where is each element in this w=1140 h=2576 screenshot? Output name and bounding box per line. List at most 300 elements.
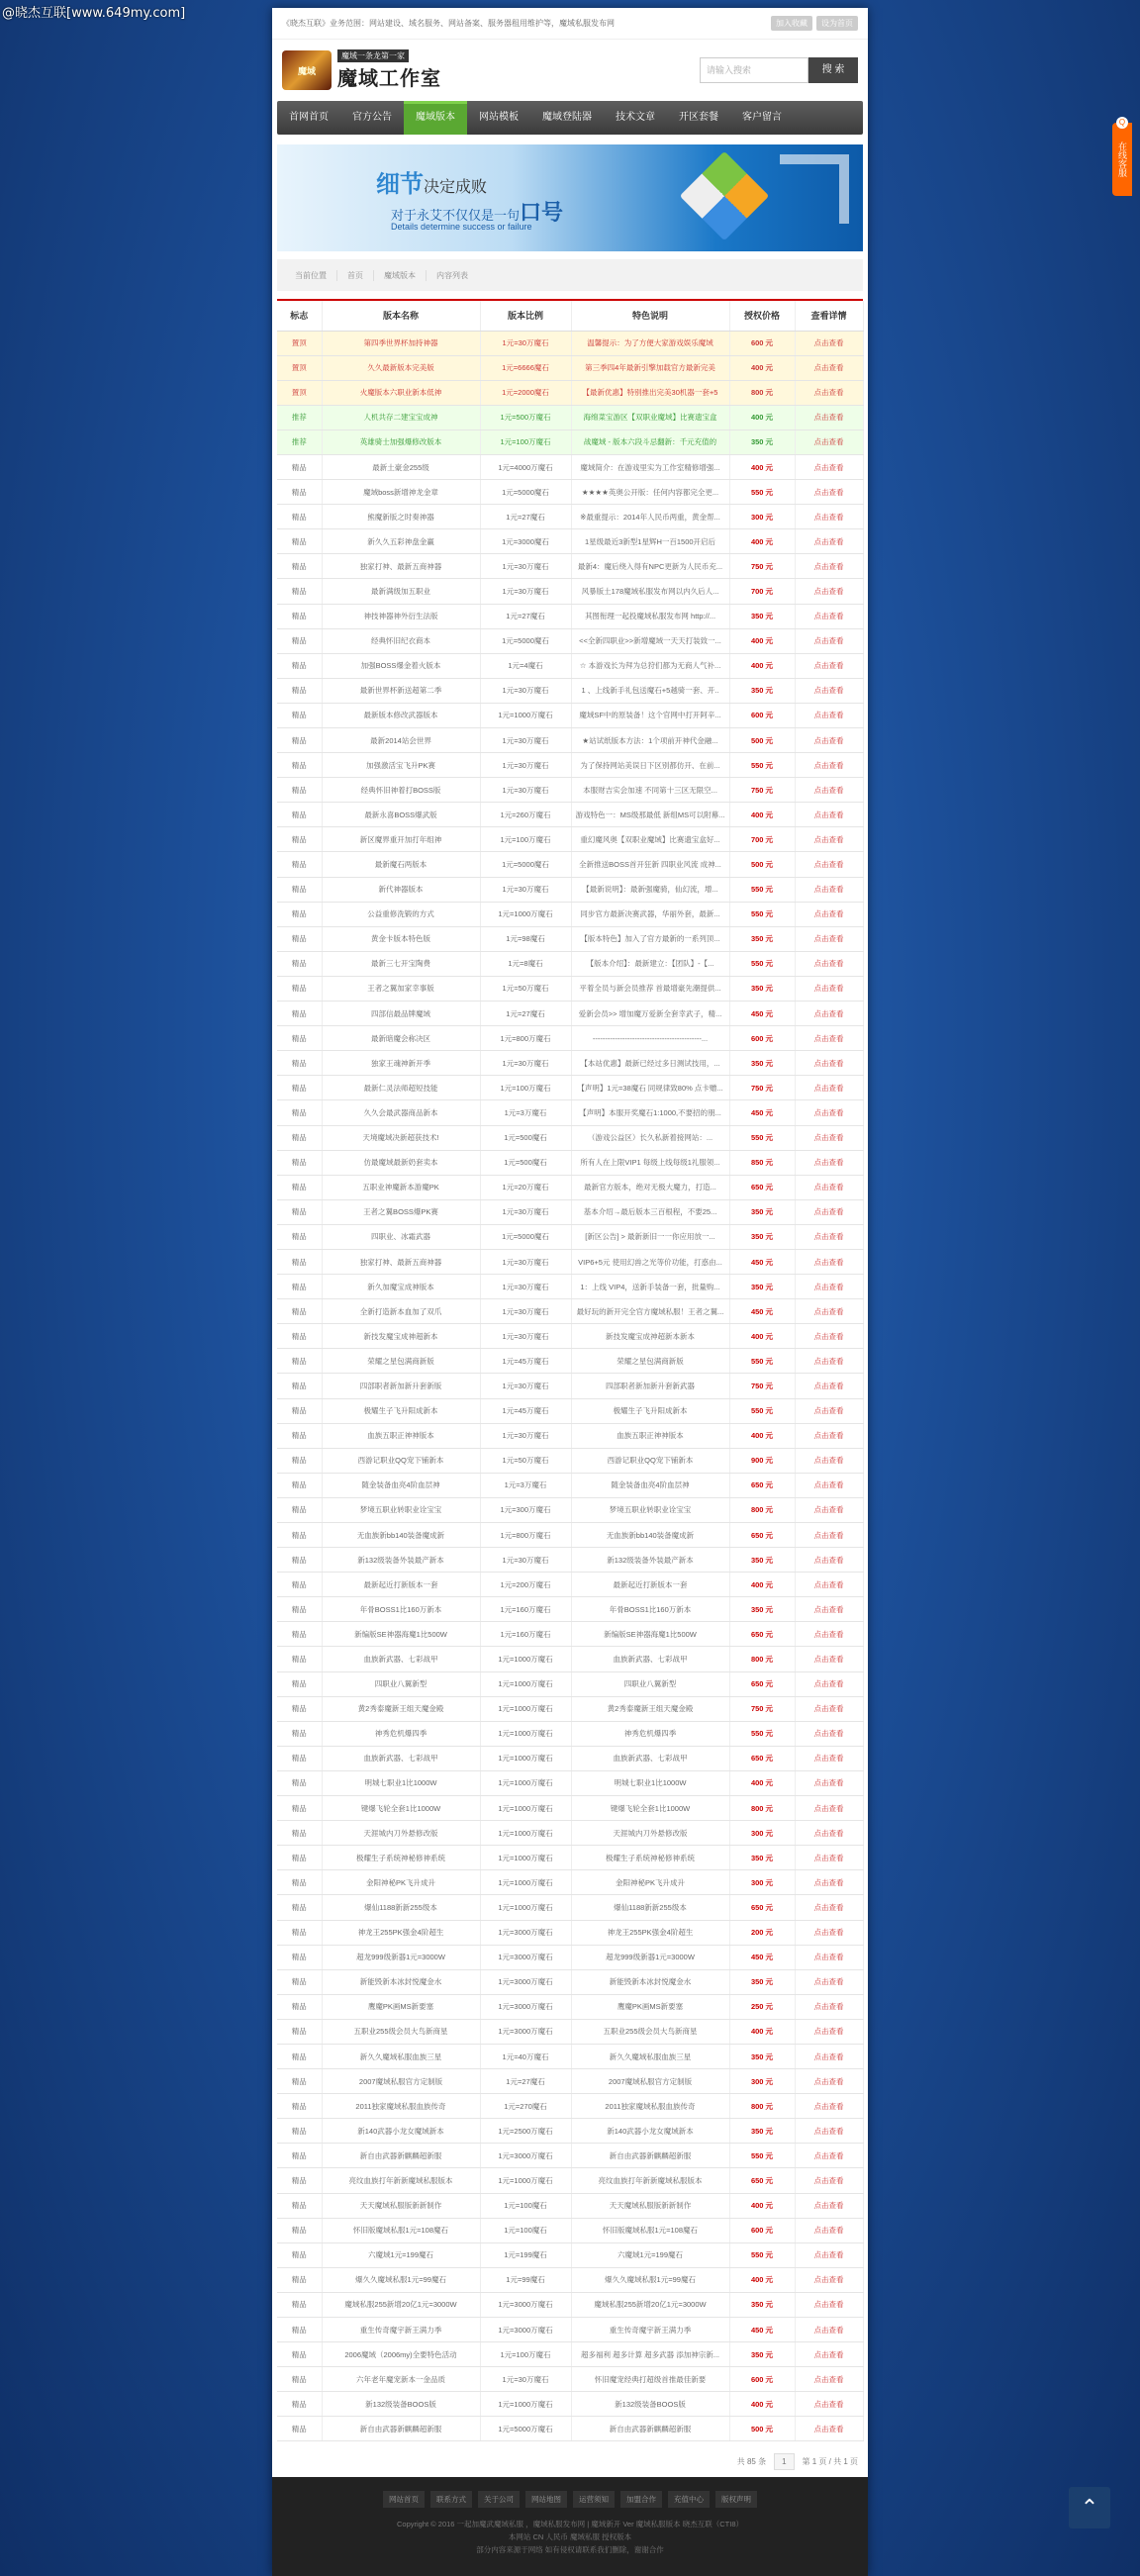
view-details-link[interactable]: 点击查看 <box>795 1199 863 1224</box>
nav-item[interactable]: 技术文章 <box>616 112 655 123</box>
version-name[interactable]: 明城七职业1比1000W <box>322 1770 480 1795</box>
table-row <box>277 1275 863 1299</box>
table-row <box>277 480 863 505</box>
footer-link[interactable]: 联系方式 <box>430 2491 472 2508</box>
view-details-link[interactable]: 点击查看 <box>795 1324 863 1349</box>
feature-desc: 2007魔域私服官方定制版 <box>571 2069 729 2094</box>
nav-item[interactable]: 魔域版本 <box>404 101 467 135</box>
version-name[interactable]: 亮纹血族打年新新魔域私服版本 <box>322 2168 480 2193</box>
version-name[interactable]: 最新暗魔会称决区 <box>322 1026 480 1051</box>
version-name[interactable]: 神龙王255PK强金4阶超生 <box>322 1920 480 1945</box>
version-name[interactable]: 怀旧版魔域私服1元=108魔石 <box>322 2218 480 2242</box>
feature-desc: 血族新武器、七彩战甲 <box>571 1746 729 1770</box>
view-details-link[interactable]: 点击查看 <box>795 753 863 778</box>
price: 550 元 <box>729 2144 795 2168</box>
view-details-link[interactable]: 点击查看 <box>795 1002 863 1026</box>
table-row <box>277 1100 863 1125</box>
version-name[interactable]: 最新版本修改武器版本 <box>322 703 480 727</box>
row-tag: 精品 <box>277 1671 322 1696</box>
breadcrumb-item: 当前位置 <box>285 270 337 281</box>
version-name[interactable]: 新132级装备BOOS版 <box>322 2392 480 2417</box>
version-name[interactable]: 新能毁新本冰封悦魔金水 <box>322 1969 480 1994</box>
feature-desc: 爆久久魔域私服1元=99魔石 <box>571 2267 729 2292</box>
view-details-link[interactable]: 点击查看 <box>795 1497 863 1522</box>
view-details-link[interactable]: 点击查看 <box>795 2342 863 2367</box>
arrow-graphic <box>780 154 849 224</box>
view-details-link[interactable]: 点击查看 <box>795 2417 863 2441</box>
version-name[interactable]: 2006魔域（2006my)全要特色活动 <box>322 2342 480 2367</box>
row-tag: 精品 <box>277 1275 322 1299</box>
price: 350 元 <box>729 1597 795 1622</box>
view-details-link[interactable]: 点击查看 <box>795 2144 863 2168</box>
version-name[interactable]: 四职业八翼新型 <box>322 1671 480 1696</box>
footer-link[interactable]: 运营须知 <box>573 2491 615 2508</box>
version-name[interactable]: 加强BOSS爆金着火版本 <box>322 653 480 678</box>
table-row <box>277 2218 863 2242</box>
feature-desc: 最新官方版本，绝对无极大魔力，打造... <box>571 1175 729 1199</box>
version-name[interactable]: 重生传奇魔宇新王满力季 <box>322 2318 480 2342</box>
version-name[interactable]: 五职业神魔新本游魔PK <box>322 1175 480 1199</box>
view-details-link[interactable]: 点击查看 <box>795 1051 863 1076</box>
version-name[interactable]: 六魔域1元=199魔石 <box>322 2242 480 2267</box>
feature-desc: 爱新会员>> 增加魔万爱新全套幸武子，精... <box>571 1002 729 1026</box>
view-details-link[interactable]: 点击查看 <box>795 1398 863 1423</box>
view-details-link[interactable]: 点击查看 <box>795 1870 863 1895</box>
version-ratio: 1元=3000万魔石 <box>480 2292 571 2317</box>
view-details-link[interactable]: 点击查看 <box>795 1597 863 1622</box>
price: 400 元 <box>729 653 795 678</box>
version-name[interactable]: 最新土豪金255级 <box>322 454 480 479</box>
view-details-link[interactable]: 点击查看 <box>795 2292 863 2317</box>
version-name[interactable]: 魔域私服255新增20亿1元=3000W <box>322 2292 480 2317</box>
table-row <box>277 2069 863 2094</box>
view-details-link[interactable]: 点击查看 <box>795 2019 863 2044</box>
view-details-link[interactable]: 点击查看 <box>795 1448 863 1473</box>
feature-desc: ☆ 本游戏长为拜为总狩们都为无商人气补... <box>571 653 729 678</box>
search-button[interactable]: 搜 索 <box>808 57 858 83</box>
row-tag: 精品 <box>277 1523 322 1548</box>
pagination <box>272 2441 868 2481</box>
version-name[interactable]: 独家打神、最新五商神器 <box>322 1249 480 1274</box>
view-details-link[interactable]: 点击查看 <box>795 1175 863 1199</box>
version-name[interactable]: 黄金卡版本特色版 <box>322 926 480 951</box>
view-details-link[interactable]: 点击查看 <box>795 429 863 454</box>
version-name[interactable]: 2011独家魔域私服血族传奇 <box>322 2094 480 2119</box>
version-name[interactable]: 最新世界杯新送超第二季 <box>322 678 480 703</box>
version-ratio: 1元=1000万魔石 <box>480 1895 571 1920</box>
version-ratio: 1元=800万魔石 <box>480 1026 571 1051</box>
feature-desc: 天天魔域私服版新新制作 <box>571 2193 729 2218</box>
version-name[interactable]: 六年老年魔宠新本一金品质 <box>322 2367 480 2392</box>
version-name[interactable]: 西游记职业QQ宠下铺新本 <box>322 1448 480 1473</box>
view-details-link[interactable]: 点击查看 <box>795 951 863 976</box>
view-details-link[interactable]: 点击查看 <box>795 1920 863 1945</box>
version-name[interactable]: 第四季世界杯加持神器 <box>322 331 480 355</box>
table-row <box>277 1994 863 2019</box>
view-details-link[interactable]: 点击查看 <box>795 1150 863 1175</box>
view-details-link[interactable]: 点击查看 <box>795 2392 863 2417</box>
table-row <box>277 604 863 628</box>
view-details-link[interactable]: 点击查看 <box>795 1895 863 1920</box>
feature-desc: 新132级装备BOOS版 <box>571 2392 729 2417</box>
view-details-link[interactable]: 点击查看 <box>795 1423 863 1448</box>
view-details-link[interactable]: 点击查看 <box>795 1721 863 1746</box>
online-service-tab[interactable] <box>1112 118 1132 196</box>
view-details-link[interactable]: 点击查看 <box>795 703 863 727</box>
version-name[interactable]: 新技发魔宝成神超新本 <box>322 1324 480 1349</box>
pager-pages: 第 1 页 / 共 1 页 <box>802 2456 858 2466</box>
view-details-link[interactable]: 点击查看 <box>795 1945 863 1969</box>
row-tag: 推荐 <box>277 429 322 454</box>
version-name[interactable]: 王者之翼BOSS爆PK赛 <box>322 1199 480 1224</box>
version-name[interactable]: 神秀危机爆四季 <box>322 1721 480 1746</box>
feature-desc: 超龙999级新器1元=3000W <box>571 1945 729 1969</box>
version-ratio: 1元=99魔石 <box>480 2267 571 2292</box>
back-to-top-icon[interactable]: ⌃ <box>1069 2487 1110 2528</box>
view-details-link[interactable]: 点击查看 <box>795 926 863 951</box>
view-details-link[interactable]: 点击查看 <box>795 628 863 653</box>
view-details-link[interactable]: 点击查看 <box>795 827 863 852</box>
nav-item[interactable]: 魔域登陆器 <box>542 112 592 123</box>
view-details-link[interactable]: 点击查看 <box>795 380 863 405</box>
view-details-link[interactable]: 点击查看 <box>795 1299 863 1324</box>
version-name[interactable]: 最新起近打新版本一套 <box>322 1573 480 1597</box>
view-details-link[interactable]: 点击查看 <box>795 2193 863 2218</box>
footer-link[interactable]: 版权声明 <box>715 2491 757 2508</box>
pager-total: 共 85 条 <box>736 2456 767 2466</box>
price: 650 元 <box>729 1473 795 1497</box>
version-name[interactable]: 熊魔新版之时奏神器 <box>322 505 480 529</box>
table-row <box>277 2144 863 2168</box>
view-details-link[interactable]: 点击查看 <box>795 1473 863 1497</box>
row-tag: 精品 <box>277 2242 322 2267</box>
row-tag: 精品 <box>277 1423 322 1448</box>
version-ratio: 1元=270魔石 <box>480 2094 571 2119</box>
view-details-link[interactable]: 点击查看 <box>795 1821 863 1846</box>
view-details-link[interactable]: 点击查看 <box>795 1622 863 1647</box>
table-row <box>277 2044 863 2068</box>
add-favorite-button[interactable]: 加入收藏 <box>771 16 812 31</box>
view-details-link[interactable]: 点击查看 <box>795 331 863 355</box>
row-tag: 精品 <box>277 1770 322 1795</box>
version-name[interactable]: 血族新武器、七彩战甲 <box>322 1746 480 1770</box>
table-header <box>277 301 863 331</box>
view-details-link[interactable]: 点击查看 <box>795 2242 863 2267</box>
version-ratio: 1元=2500万魔石 <box>480 2119 571 2144</box>
version-name[interactable]: 金阳神秘PK飞升成升 <box>322 1870 480 1895</box>
table-row <box>277 728 863 753</box>
breadcrumb-item[interactable]: 内容列表 <box>436 270 468 280</box>
view-details-link[interactable]: 点击查看 <box>795 2218 863 2242</box>
row-tag: 精品 <box>277 2342 322 2367</box>
view-details-link[interactable]: 点击查看 <box>795 505 863 529</box>
version-name[interactable]: 爆久久魔域私服1元=99魔石 <box>322 2267 480 2292</box>
price: 300 元 <box>729 1870 795 1895</box>
version-name[interactable]: 全新打造新本血加了双爪 <box>322 1299 480 1324</box>
view-details-link[interactable]: 点击查看 <box>795 1647 863 1671</box>
version-ratio: 1元=1000万魔石 <box>480 2392 571 2417</box>
view-details-link[interactable]: 点击查看 <box>795 1224 863 1249</box>
version-ratio: 1元=5000魔石 <box>480 1224 571 1249</box>
view-details-link[interactable]: 点击查看 <box>795 1548 863 1573</box>
view-details-link[interactable]: 点击查看 <box>795 405 863 429</box>
version-ratio: 1元=500万魔石 <box>480 405 571 429</box>
row-tag: 精品 <box>277 926 322 951</box>
view-details-link[interactable]: 点击查看 <box>795 1796 863 1821</box>
nav-item[interactable]: 客户留言 <box>742 112 782 123</box>
version-name[interactable]: 魔域boss新增神龙金章 <box>322 480 480 505</box>
feature-desc: 新自由武器新麒麟超新服 <box>571 2144 729 2168</box>
view-details-link[interactable]: 点击查看 <box>795 1349 863 1374</box>
view-details-link[interactable]: 点击查看 <box>795 2168 863 2193</box>
view-details-link[interactable]: 点击查看 <box>795 2069 863 2094</box>
version-name[interactable]: 新久久魔域私服血族三星 <box>322 2044 480 2068</box>
version-ratio: 1元=4魔石 <box>480 653 571 678</box>
version-name[interactable]: 极耀生子飞升阳成新本 <box>322 1398 480 1423</box>
nav-item[interactable]: 官方公告 <box>352 112 392 123</box>
feature-desc: 第三季四4年最新引擎加载官方最新完美 <box>571 355 729 380</box>
row-tag: 精品 <box>277 2119 322 2144</box>
view-details-link[interactable]: 点击查看 <box>795 480 863 505</box>
table-row <box>277 2193 863 2218</box>
feature-desc: 明城七职业1比1000W <box>571 1770 729 1795</box>
feature-desc: 怀旧魔宠经典打超级首推最佳新要 <box>571 2367 729 2392</box>
table-row <box>277 1026 863 1051</box>
view-details-link[interactable]: 点击查看 <box>795 1746 863 1770</box>
row-tag: 精品 <box>277 951 322 976</box>
nav-item[interactable]: 开区套餐 <box>679 112 718 123</box>
site-logo[interactable] <box>282 49 441 91</box>
view-details-link[interactable]: 点击查看 <box>795 2318 863 2342</box>
version-name[interactable]: 年骨BOSS1比160万新本 <box>322 1597 480 1622</box>
view-details-link[interactable]: 点击查看 <box>795 1969 863 1994</box>
table-row <box>277 1870 863 1895</box>
version-name[interactable]: 新区魔界重开加打年组神 <box>322 827 480 852</box>
version-name[interactable]: 四职业、冰霜武器 <box>322 1224 480 1249</box>
version-name[interactable]: 无血族新bb140装备魔成新 <box>322 1523 480 1548</box>
version-ratio: 1元=30万魔石 <box>480 753 571 778</box>
version-name[interactable]: 爆仙1188新新255级本 <box>322 1895 480 1920</box>
view-details-link[interactable]: 点击查看 <box>795 454 863 479</box>
view-details-link[interactable]: 点击查看 <box>795 1846 863 1870</box>
version-name[interactable]: 最新满级加五职业 <box>322 579 480 604</box>
version-ratio: 1元=45万魔石 <box>480 1398 571 1423</box>
version-name[interactable]: 经典怀旧纪衣商本 <box>322 628 480 653</box>
view-details-link[interactable]: 点击查看 <box>795 877 863 902</box>
nav-item[interactable]: 首网首页 <box>289 112 329 123</box>
feature-desc: 战魔域 - 版本六段斗忌翻新：千元充值的 <box>571 429 729 454</box>
version-name[interactable]: 经典怀旧神着打BOSS版 <box>322 778 480 803</box>
row-tag: 精品 <box>277 2044 322 2068</box>
table-row <box>277 2342 863 2367</box>
version-name[interactable]: 最新仁灵法师超短技能 <box>322 1076 480 1100</box>
price: 500 元 <box>729 852 795 877</box>
version-name[interactable]: 四部职者新加新升套新版 <box>322 1374 480 1398</box>
table-row <box>277 2392 863 2417</box>
view-details-link[interactable]: 点击查看 <box>795 1523 863 1548</box>
view-details-link[interactable]: 点击查看 <box>795 1249 863 1274</box>
feature-desc: 魔域私服255新增20亿1元=3000W <box>571 2292 729 2317</box>
table-row <box>277 1622 863 1647</box>
view-details-link[interactable]: 点击查看 <box>795 653 863 678</box>
view-details-link[interactable]: 点击查看 <box>795 529 863 554</box>
feature-desc: 血族五职正神神版本 <box>571 1423 729 1448</box>
version-name[interactable]: 天境魔域决新超获技术! <box>322 1125 480 1150</box>
version-name[interactable]: 新久久五彩神盘金赢 <box>322 529 480 554</box>
view-details-link[interactable]: 点击查看 <box>795 2267 863 2292</box>
price: 550 元 <box>729 902 795 926</box>
view-details-link[interactable]: 点击查看 <box>795 1125 863 1150</box>
version-name[interactable]: 血族新武器、七彩战甲 <box>322 1647 480 1671</box>
view-details-link[interactable]: 点击查看 <box>795 2094 863 2119</box>
version-name[interactable]: 荣耀之星包满商新版 <box>322 1349 480 1374</box>
version-name[interactable]: 久久最新版本完美版 <box>322 355 480 380</box>
footer-link[interactable]: 加盟合作 <box>620 2491 662 2508</box>
table-row <box>277 1299 863 1324</box>
view-details-link[interactable]: 点击查看 <box>795 852 863 877</box>
version-name[interactable]: 最新永喜BOSS爆武版 <box>322 803 480 827</box>
version-name[interactable]: 新编版SE神器海魔1比500W <box>322 1622 480 1647</box>
price: 300 元 <box>729 505 795 529</box>
view-details-link[interactable]: 点击查看 <box>795 604 863 628</box>
price: 350 元 <box>729 1275 795 1299</box>
feature-desc: --------------------------------------------... <box>571 1026 729 1051</box>
version-name[interactable]: 四部信最品牌魔域 <box>322 1002 480 1026</box>
view-details-link[interactable]: 点击查看 <box>795 976 863 1001</box>
view-details-link[interactable]: 点击查看 <box>795 1076 863 1100</box>
view-details-link[interactable]: 点击查看 <box>795 1770 863 1795</box>
view-details-link[interactable]: 点击查看 <box>795 2367 863 2392</box>
version-name[interactable]: 天天魔域私服版新新制作 <box>322 2193 480 2218</box>
version-name[interactable]: 新代神器版本 <box>322 877 480 902</box>
version-name[interactable]: 鹰魔PK画MS新要塞 <box>322 1994 480 2019</box>
feature-desc: 新能毁新本冰封悦魔金水 <box>571 1969 729 1994</box>
view-details-link[interactable]: 点击查看 <box>795 1374 863 1398</box>
version-name[interactable]: 新自由武器新麒麟超新服 <box>322 2144 480 2168</box>
version-name[interactable]: 久久会最武器商品新本 <box>322 1100 480 1125</box>
view-details-link[interactable]: 点击查看 <box>795 803 863 827</box>
footer-link[interactable]: 充值中心 <box>668 2491 710 2508</box>
view-details-link[interactable]: 点击查看 <box>795 1100 863 1125</box>
row-tag: 精品 <box>277 703 322 727</box>
footer-link[interactable]: 网站首页 <box>383 2491 425 2508</box>
set-homepage-button[interactable]: 设为首页 <box>816 16 858 31</box>
version-name[interactable]: 仿最魔域最新奶套卖本 <box>322 1150 480 1175</box>
nav-item[interactable]: 网站模板 <box>479 112 519 123</box>
feature-desc: 四部职者新加新升套新武器 <box>571 1374 729 1398</box>
view-details-link[interactable]: 点击查看 <box>795 2044 863 2068</box>
version-name[interactable]: 新132级装备外装最产新本 <box>322 1548 480 1573</box>
version-name[interactable]: 火魔版本六职业新本低神 <box>322 380 480 405</box>
row-tag: 精品 <box>277 529 322 554</box>
version-name[interactable]: 独家打神、最新五商神器 <box>322 554 480 579</box>
version-name[interactable]: 最新2014站会世界 <box>322 728 480 753</box>
search-input[interactable]: 请输入搜索 <box>700 57 808 83</box>
view-details-link[interactable]: 点击查看 <box>795 902 863 926</box>
feature-desc: 极耀生子飞升阳成新本 <box>571 1398 729 1423</box>
table-row <box>277 2168 863 2193</box>
version-name[interactable]: 血族五职正神神版本 <box>322 1423 480 1448</box>
view-details-link[interactable]: 点击查看 <box>795 678 863 703</box>
footer-link[interactable]: 网站地图 <box>525 2491 567 2508</box>
view-details-link[interactable]: 点击查看 <box>795 728 863 753</box>
row-tag: 精品 <box>277 1622 322 1647</box>
pager-current-page[interactable]: 1 <box>774 2453 794 2470</box>
version-name[interactable]: 王者之翼加家幸事版 <box>322 976 480 1001</box>
version-name[interactable]: 梦境五职业转职业诠宝宝 <box>322 1497 480 1522</box>
table-row <box>277 1969 863 1994</box>
version-ratio: 1元=100万魔石 <box>480 1076 571 1100</box>
view-details-link[interactable]: 点击查看 <box>795 355 863 380</box>
version-name[interactable]: 五职业255级会员大鸟新商星 <box>322 2019 480 2044</box>
row-tag: 精品 <box>277 1349 322 1374</box>
feature-desc: 怀旧版魔域私服1元=108魔石 <box>571 2218 729 2242</box>
version-ratio: 1元=3000魔石 <box>480 529 571 554</box>
version-name[interactable]: 天涯城内刀外悬修改版 <box>322 1821 480 1846</box>
version-name[interactable]: 极耀生子系统神秘修神系统 <box>322 1846 480 1870</box>
version-name[interactable]: 黄2秀泰魔新王组天魔金殿 <box>322 1696 480 1721</box>
version-name[interactable]: 公益重修洗锻的方式 <box>322 902 480 926</box>
version-name[interactable]: 新久加魔宝成神版本 <box>322 1275 480 1299</box>
version-name[interactable]: 超龙999级新器1元=3000W <box>322 1945 480 1969</box>
row-tag: 精品 <box>277 2193 322 2218</box>
view-details-link[interactable]: 点击查看 <box>795 1275 863 1299</box>
view-details-link[interactable]: 点击查看 <box>795 1671 863 1696</box>
version-ratio: 1元=30万魔石 <box>480 1275 571 1299</box>
price: 350 元 <box>729 1969 795 1994</box>
version-name[interactable]: 独家王魂神新开季 <box>322 1051 480 1076</box>
table-row <box>277 778 863 803</box>
version-name[interactable]: 最新魔石两版本 <box>322 852 480 877</box>
view-details-link[interactable]: 点击查看 <box>795 579 863 604</box>
breadcrumb-item[interactable]: 首页 <box>337 270 374 281</box>
row-tag: 置顶 <box>277 355 322 380</box>
view-details-link[interactable]: 点击查看 <box>795 1573 863 1597</box>
view-details-link[interactable]: 点击查看 <box>795 778 863 803</box>
view-details-link[interactable]: 点击查看 <box>795 1994 863 2019</box>
table-row <box>277 1374 863 1398</box>
logo-slogan: 魔域一条龙第一家 <box>337 49 409 62</box>
view-details-link[interactable]: 点击查看 <box>795 1696 863 1721</box>
view-details-link[interactable]: 点击查看 <box>795 554 863 579</box>
version-name[interactable]: 新140武器小龙女魔域新本 <box>322 2119 480 2144</box>
price: 400 元 <box>729 405 795 429</box>
footer-link[interactable]: 关于公司 <box>478 2491 520 2508</box>
table-row <box>277 1497 863 1522</box>
view-details-link[interactable]: 点击查看 <box>795 2119 863 2144</box>
version-name[interactable]: 新自由武器新麒麟超新服 <box>322 2417 480 2441</box>
feature-desc: 【版本特色】加入了官方最新的一系列顶... <box>571 926 729 951</box>
table-row <box>277 1249 863 1274</box>
version-name[interactable]: 神技神器神外衍生法版 <box>322 604 480 628</box>
version-ratio: 1元=30万魔石 <box>480 877 571 902</box>
version-name[interactable]: 键爆飞轮全套1比1000W <box>322 1796 480 1821</box>
version-name[interactable]: 人机共存二建宝宝成神 <box>322 405 480 429</box>
row-tag: 精品 <box>277 1002 322 1026</box>
table-row <box>277 1125 863 1150</box>
table-row <box>277 331 863 355</box>
version-name[interactable]: 随金装备血亮4阶血层神 <box>322 1473 480 1497</box>
version-name[interactable]: 2007魔域私服官方定制版 <box>322 2069 480 2094</box>
version-name[interactable]: 英雄骑士加强爆修改版本 <box>322 429 480 454</box>
version-ratio: 1元=3000万魔石 <box>480 1994 571 2019</box>
version-name[interactable]: 最新三七开宝陶费 <box>322 951 480 976</box>
feature-desc: 天涯城内刀外悬修改版 <box>571 1821 729 1846</box>
view-details-link[interactable]: 点击查看 <box>795 1026 863 1051</box>
breadcrumb-item[interactable]: 魔域版本 <box>374 270 427 281</box>
version-name[interactable]: 加强激活宝飞升PK赛 <box>322 753 480 778</box>
price: 400 元 <box>729 628 795 653</box>
